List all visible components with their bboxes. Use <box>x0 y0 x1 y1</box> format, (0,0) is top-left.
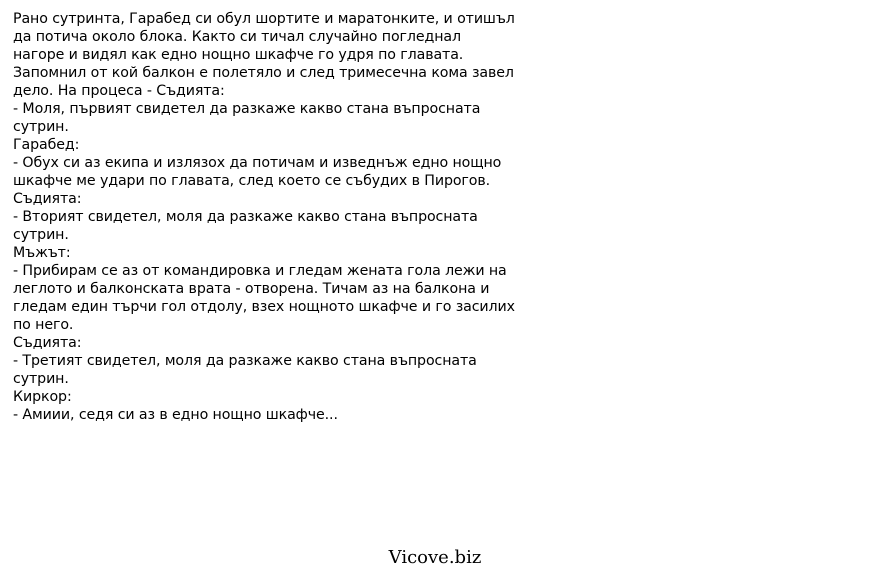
joke-line: Рано сутринта, Гарабед си обул шортите и маратонките, и отишъл <box>13 11 515 27</box>
joke-line: Киркор: <box>13 389 72 405</box>
joke-line: Съдията: <box>13 335 82 351</box>
joke-line: нагоре и видял как едно нощно шкафче го удря по главата. <box>13 47 464 63</box>
joke-line: - Третият свидетел, моля да разкаже какво стана въпросната <box>13 353 477 369</box>
joke-line: - Прибирам се аз от командировка и гледам жената гола лежи на <box>13 263 507 279</box>
joke-line: Запомнил от кой балкон е полетяло и след тримесечна кома завел <box>13 65 514 81</box>
joke-line: - Обух си аз екипа и излязох да потичам и изведнъж едно нощно <box>13 155 502 171</box>
joke-line: да потича около блока. Както си тичал случайно погледнал <box>13 29 461 45</box>
joke-line: гледам един търчи гол отдолу, взех нощното шкафче и го засилих <box>13 299 515 315</box>
site-brand: Vicove.biz <box>388 547 482 568</box>
joke-text <box>13 10 613 424</box>
joke-line: Съдията: <box>13 191 82 207</box>
joke-line: леглото и балконската врата - отворена. Тичам аз на балкона и <box>13 281 490 297</box>
joke-line: по него. <box>13 317 74 333</box>
joke-line: Гарабед: <box>13 137 80 153</box>
joke-line: сутрин. <box>13 119 69 135</box>
joke-line: Мъжът: <box>13 245 71 261</box>
joke-line: дело. На процеса - Съдията: <box>13 83 225 99</box>
joke-line: сутрин. <box>13 371 69 387</box>
joke-line: - Амиии, седя си аз в едно нощно шкафче... <box>13 407 338 423</box>
joke-line: шкафче ме удари по главата, след което се събудих в Пирогов. <box>13 173 491 189</box>
joke-line: - Моля, първият свидетел да разкаже какво стана въпросната <box>13 101 481 117</box>
joke-line: - Вторият свидетел, моля да разкаже какво стана въпросната <box>13 209 478 225</box>
joke-line: сутрин. <box>13 227 69 243</box>
